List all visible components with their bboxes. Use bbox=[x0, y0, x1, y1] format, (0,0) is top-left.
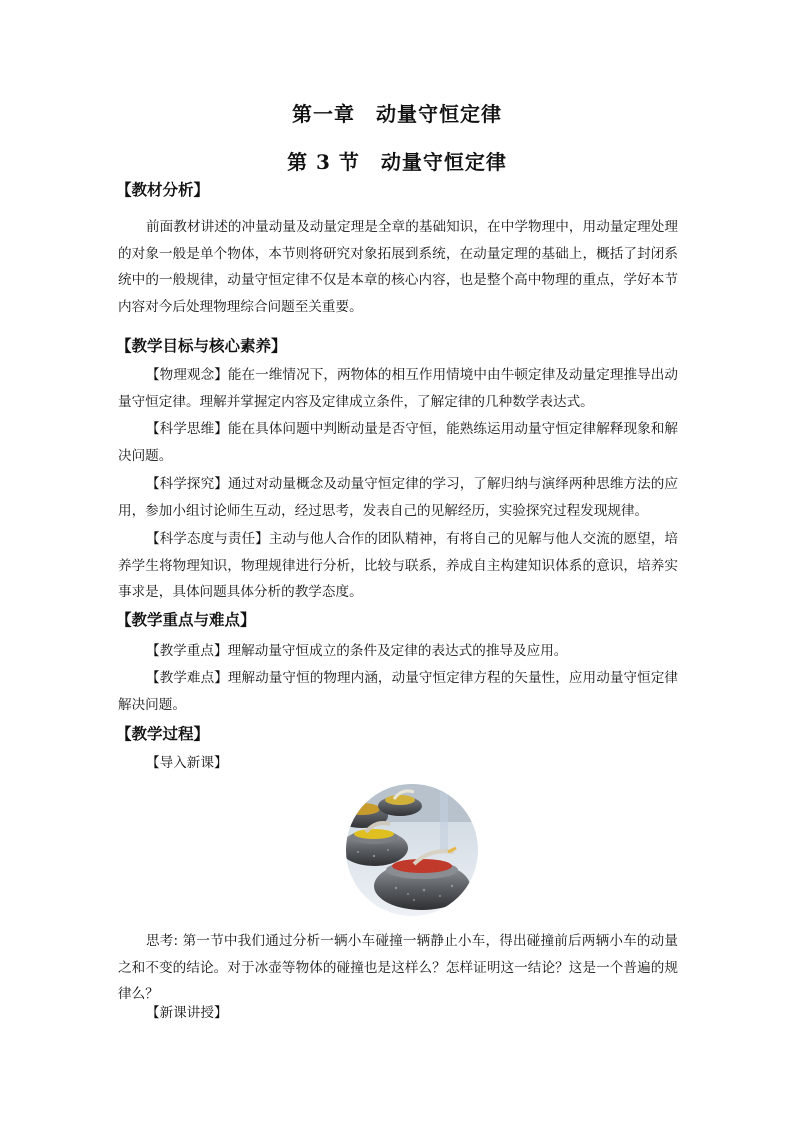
goal-tag: 【物理观念】 bbox=[146, 367, 228, 383]
keypoint-focus bbox=[118, 638, 678, 665]
goal-scientific-inquiry bbox=[118, 471, 678, 524]
material-heading: 【教材分析】 bbox=[116, 181, 210, 199]
section-title: 第 3 节 动量守恒定律 bbox=[287, 150, 507, 174]
goal-scientific-thinking bbox=[118, 416, 678, 469]
intro-label: 【导入新课】 bbox=[146, 755, 228, 771]
material-paragraph: 前面教材讲述的冲量动量及动量定理是全章的基础知识，在中学物理中，用动量定理处理的对象一般是单个物体，本节则将研究对象拓展到系统，在动量定理的基础上，概括了封闭系统中的一般规律，动量守恒定律不仅是本章的核心内容，也是整个高中物理的重点，学好本节内容对今后处理物理综合问题至关重要。 bbox=[118, 219, 678, 315]
chapter-title: 第一章 动量守恒定律 bbox=[292, 102, 502, 126]
goal-text: 通过对动量概念及动量守恒定律的学习，了解归纳与演绎两种思维方法的应用，参加小组讨论师生互动，经过思考，发表自己的见解经历，实验探究过程发现规律。 bbox=[118, 476, 679, 519]
goal-tag: 【科学探究】 bbox=[146, 476, 228, 492]
keypoint-difficulty bbox=[118, 665, 678, 718]
goals-heading: 【教学目标与核心素养】 bbox=[116, 337, 287, 355]
keypoint-text: 理解动量守恒成立的条件及定律的表达式的推导及应用。 bbox=[227, 643, 568, 659]
keypoint-tag: 【教学重点】 bbox=[146, 643, 228, 659]
goal-text: 能在一维情况下，两物体的相互作用情境中由牛顿定律及动量定理推导出动量守恒定律。理解并掌握定内容及定律成立条件，了解定律的几种数学表达式。 bbox=[118, 367, 679, 410]
goal-text: 主动与他人合作的团队精神，有将自己的见解与他人交流的愿望，培养学生将物理知识，物理规律进行分析，比较与联系，养成自主构建知识体系的意识，培养实事求是，具体问题具体分析的教学态度。 bbox=[118, 531, 678, 601]
goal-tag: 【科学态度与责任】 bbox=[146, 531, 269, 547]
goal-tag: 【科学思维】 bbox=[146, 421, 228, 437]
goal-physics-concept bbox=[118, 362, 678, 415]
curling-stones-image bbox=[344, 782, 480, 918]
keypoint-text: 理解动量守恒的物理内涵，动量守恒定律方程的矢量性，应用动量守恒定律解决问题。 bbox=[118, 670, 679, 713]
process-heading: 【教学过程】 bbox=[116, 725, 210, 743]
new-lesson-label: 【新课讲授】 bbox=[146, 1005, 228, 1021]
keypoint-tag: 【教学难点】 bbox=[146, 670, 228, 686]
goal-text: 能在具体问题中判断动量是否守恒，能熟练运用动量守恒定律解释现象和解决问题。 bbox=[118, 421, 679, 464]
curling-stones-illustration bbox=[344, 782, 480, 918]
think-paragraph: 思考: 第一节中我们通过分析一辆小车碰撞一辆静止小车，得出碰撞前后两辆小车的动量之和不变的结论。对于冰壶等物体的碰撞也是这样么？怎样证明这一结论？这是一个普遍的规律么？ bbox=[118, 933, 678, 1003]
keypoints-heading: 【教学重点与难点】 bbox=[116, 611, 256, 629]
goal-attitude-responsibility bbox=[118, 526, 678, 606]
